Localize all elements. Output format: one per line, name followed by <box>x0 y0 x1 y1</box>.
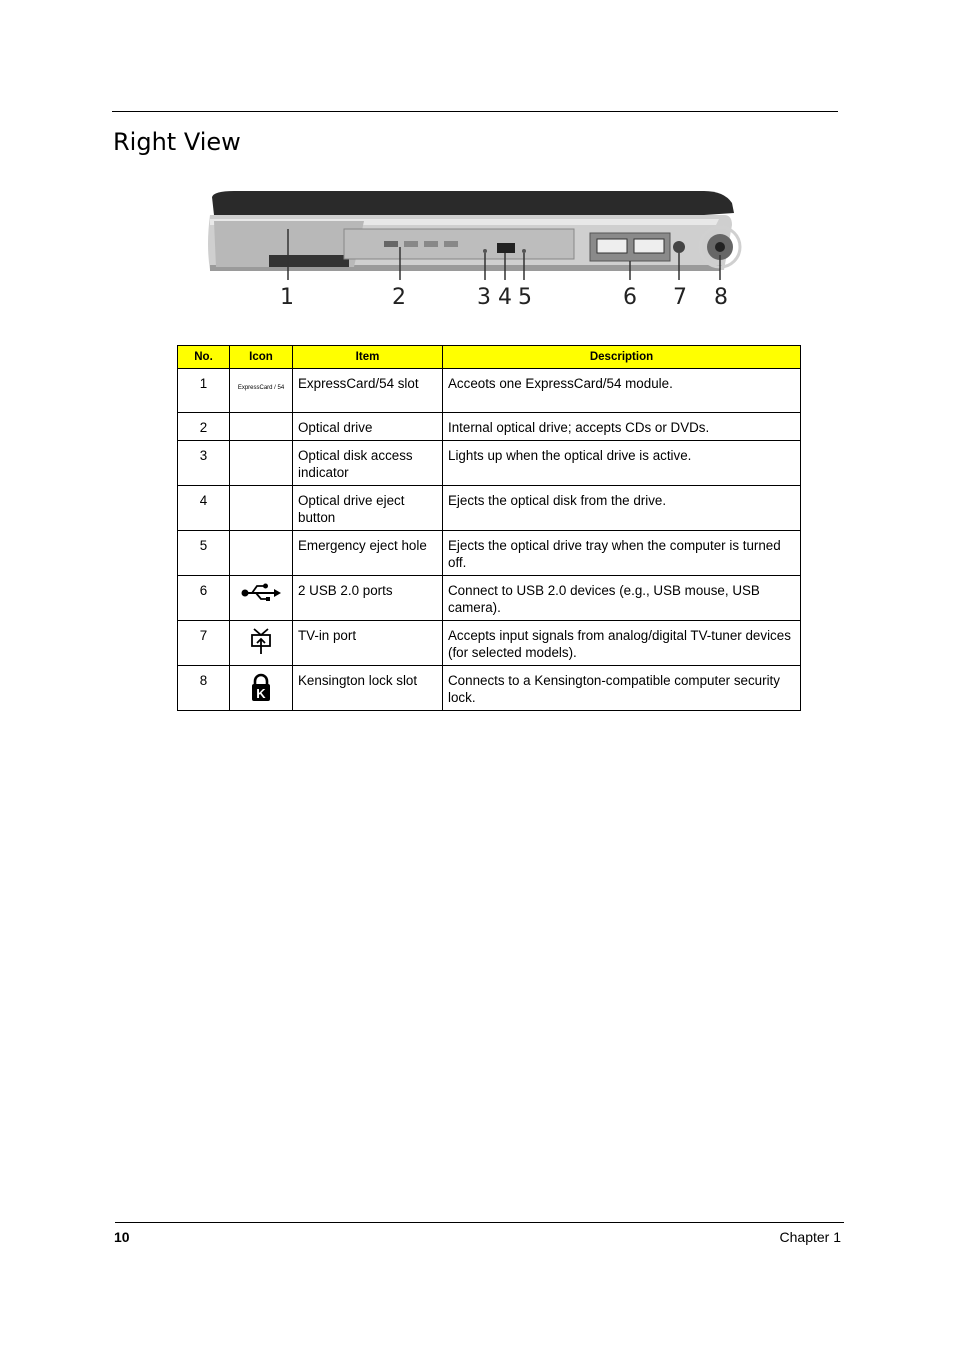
row-number: 4 <box>178 486 230 531</box>
row-item: 2 USB 2.0 ports <box>293 576 443 621</box>
row-icon-empty <box>230 413 293 441</box>
expresscard-icon: ExpressCard / 54 <box>230 369 293 413</box>
laptop-right-view-figure <box>204 185 749 310</box>
row-icon-empty <box>230 531 293 576</box>
table-header-row <box>178 346 801 369</box>
row-item: Optical disk access indicator <box>293 441 443 486</box>
page-number: 10 <box>114 1229 130 1245</box>
header-no: No. <box>178 346 230 369</box>
row-item: ExpressCard/54 slot <box>293 369 443 413</box>
row-number: 1 <box>178 369 230 413</box>
row-item: Optical drive eject button <box>293 486 443 531</box>
kensington-lock-icon <box>230 666 293 711</box>
row-description: Acceots one ExpressCard/54 module. <box>443 369 801 413</box>
table-row <box>178 576 801 621</box>
top-rule <box>112 111 838 112</box>
callout-1: 1 <box>280 285 294 310</box>
callout-4: 4 <box>498 285 512 310</box>
row-number: 7 <box>178 621 230 666</box>
ports-table <box>177 345 801 711</box>
table-row <box>178 531 801 576</box>
row-description: Accepts input signals from analog/digital TV-tuner devices (for selected models). <box>443 621 801 666</box>
row-number: 2 <box>178 413 230 441</box>
row-number: 6 <box>178 576 230 621</box>
callout-5: 5 <box>518 285 532 310</box>
callout-3: 3 <box>477 285 491 310</box>
tv-in-icon <box>230 621 293 666</box>
table-row <box>178 486 801 531</box>
row-item: Emergency eject hole <box>293 531 443 576</box>
row-description: Ejects the optical disk from the drive. <box>443 486 801 531</box>
table-row <box>178 369 801 413</box>
row-description: Connect to USB 2.0 devices (e.g., USB mouse, USB camera). <box>443 576 801 621</box>
usb-icon <box>230 576 293 621</box>
row-item: Kensington lock slot <box>293 666 443 711</box>
row-item: TV-in port <box>293 621 443 666</box>
chapter-label: Chapter 1 <box>779 1229 841 1245</box>
row-description: Internal optical drive; accepts CDs or DVDs. <box>443 413 801 441</box>
row-number: 5 <box>178 531 230 576</box>
svg-text:K: K <box>256 686 266 701</box>
header-icon: Icon <box>230 346 293 369</box>
row-icon-empty <box>230 486 293 531</box>
row-description: Lights up when the optical drive is active. <box>443 441 801 486</box>
row-description: Ejects the optical drive tray when the computer is turned off. <box>443 531 801 576</box>
row-item: Optical drive <box>293 413 443 441</box>
header-item: Item <box>293 346 443 369</box>
page-title: Right View <box>113 128 241 156</box>
header-description: Description <box>443 346 801 369</box>
row-number: 3 <box>178 441 230 486</box>
row-number: 8 <box>178 666 230 711</box>
callout-8: 8 <box>714 285 728 310</box>
row-icon-empty <box>230 441 293 486</box>
table-row <box>178 441 801 486</box>
table-row <box>178 413 801 441</box>
table-row <box>178 621 801 666</box>
callout-2: 2 <box>392 285 406 310</box>
footer-rule <box>115 1222 844 1223</box>
callout-7: 7 <box>673 285 687 310</box>
callout-6: 6 <box>623 285 637 310</box>
row-description: Connects to a Kensington-compatible computer security lock. <box>443 666 801 711</box>
table-row <box>178 666 801 711</box>
